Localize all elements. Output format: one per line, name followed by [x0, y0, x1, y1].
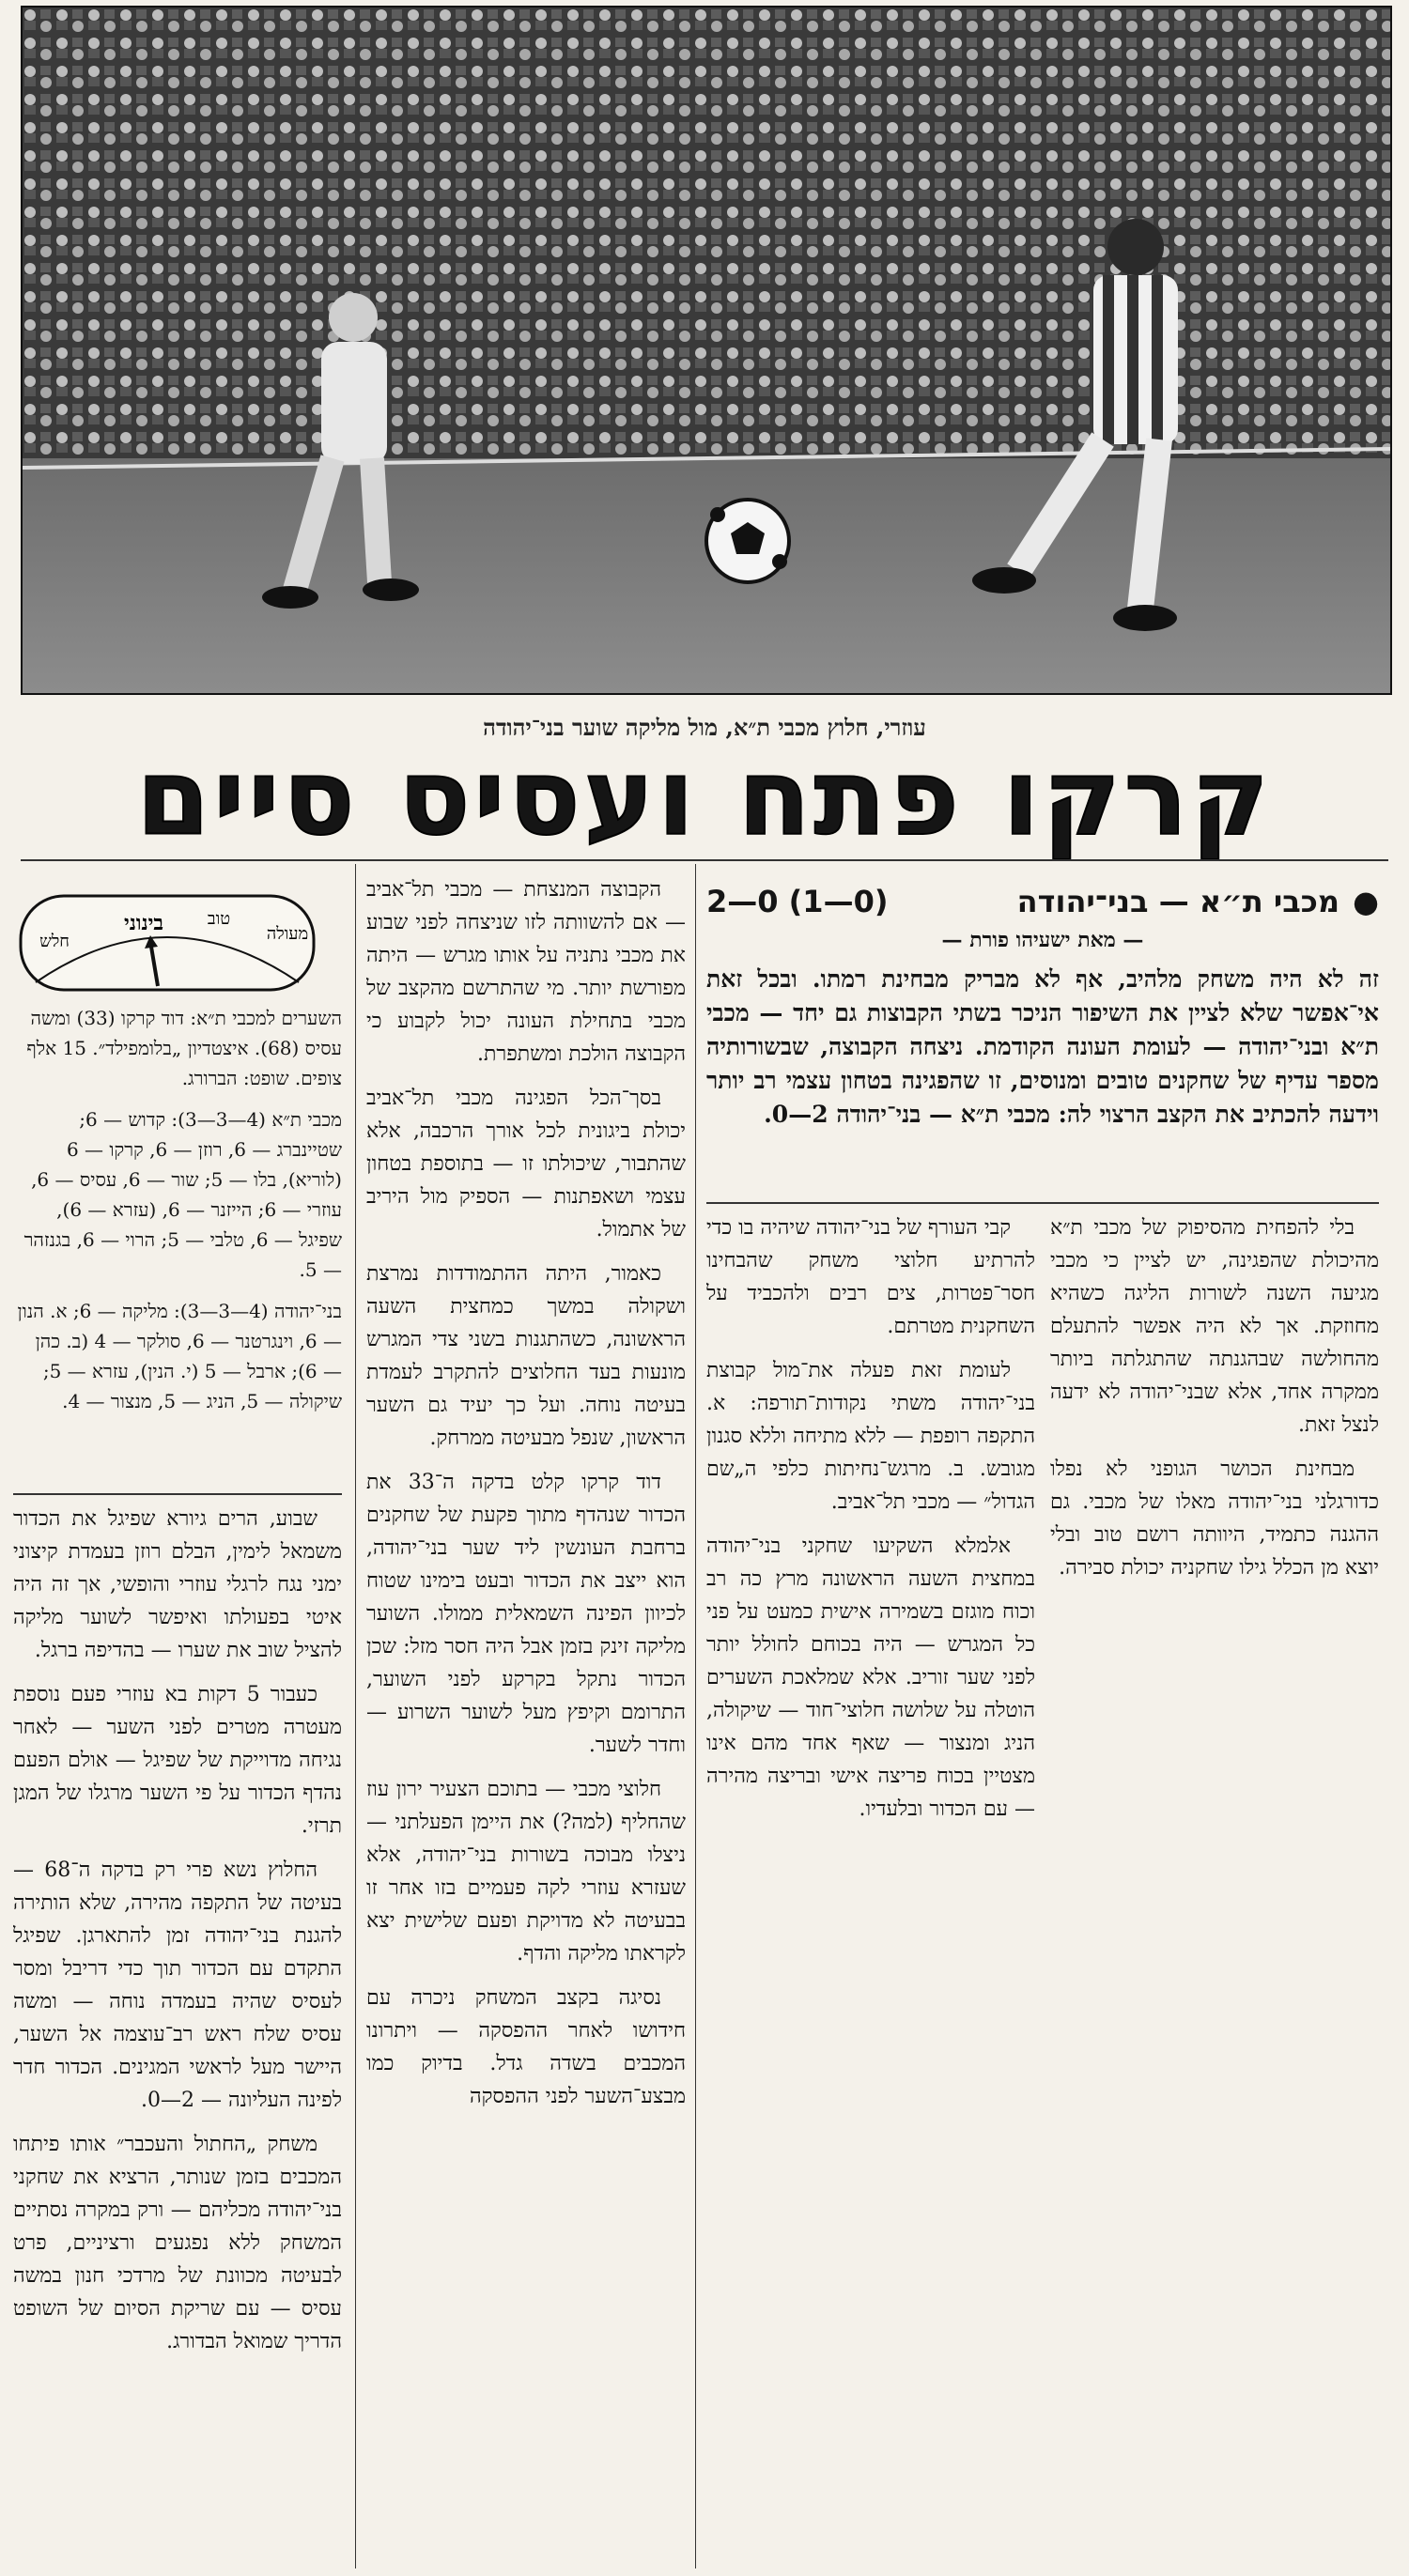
lead-paragraph	[706, 963, 1379, 1197]
rating-meter-gauge	[17, 892, 317, 995]
paragraph: כעבור 5 דקות בא עוזרי פעם נוספת מעטרה מטרים לפני השער — לאחר נגיחה מדוייקת של שפיגל — אולם הפעם נהדף הכדור על פי השער מרגלו של המגן תרזי.	[13, 1683, 342, 1838]
divider-top	[21, 859, 1388, 861]
column-right-lower	[1050, 1211, 1379, 2564]
column-middle-lower	[706, 1211, 1035, 2564]
football-icon	[706, 500, 789, 582]
photo-caption: עוזרי, חלוץ מכבי ת״א, מול מליקה שוער בני־יהודה	[483, 714, 926, 741]
meter-label-average: בינוני	[123, 911, 164, 935]
paragraph: שבוע, הרים גיורא שפיגל את הכדור משמאל לימין, הבלם רוזן בעמדת קיצוני ימני נגח לרגלי עוזרי והופשי, אך זה היה איטי בפעולתו ואיפשר לשוער מליקה להציל שוב את שערו — בהדיפה ברגל.	[13, 1507, 342, 1662]
column-left	[366, 873, 686, 2564]
divider-lead	[706, 1202, 1379, 1204]
paragraph: כאמור, היתה ההתמודדות נמרצת ושקולה במשך כמחצית השעה הראשונה, כשהתגנות בשני צדי המגרש מונעות בעד החלוצים להתקרב לעמדת בעיטה נוחה. ועל כך יעיד גם השער הראשון, שנפל מבעיטה ממרחק.	[366, 1262, 686, 1450]
column-divider-1	[695, 864, 696, 2568]
paragraph: קבי העורף של בני־יהודה שיהיה בו כדי להרתיע חלוצי משחק שהבחינו חסר־פטרות, צים רבים ולהכביד על השחקנית מטרתם.	[706, 1216, 1035, 1338]
details-divider	[13, 1493, 342, 1495]
match-teams: מכבי ת״א — בני־יהודה	[1016, 884, 1340, 919]
paragraph: החלוץ נשא פרי רק בדקה ה־68 — בעיטה של התקפה מהירה, שלא הותירה להגנת בני־יהודה זמן להתארגן. שפיגל התקדם עם הכדור תוך כדי דריבל ומסר לעסיס שהיה בעמדה נוחה — ומשה עסיס שלח ראש רב־עוצמה אל השער, היישר מעל לראשי המגינים. הכדור חדר לפינה העליונה — 2—0.	[13, 1859, 342, 2112]
match-photo	[21, 6, 1392, 695]
lead-text: זה לא היה משחק מלהיב, אף לא מבריק מבחינת רמתו. ובכל זאת אי־אפשר שלא לציין את השיפור הניכר בשתי הקבוצות גם יחד — מכבי ת״א ובני־יהודה — לעומת העונה הקודמת. ניצחה הקבוצה, שבשורותיה מספר עדיף של שחקנים טובים ומנוסים, זו שהפגינה בטחון עצמי רב יותר וידעה להכתיב את הקצב הרצוי לה: מכבי ת״א — בני־יהודה 2—0.	[706, 965, 1379, 1128]
paragraph: דוד קרקו קלט בדקה ה־33 את הכדור שנהדף מתוך פקעת של שחקנים ברחבת העונשין ליד שער בני־יהודה, הוא ייצב את הכדור ובעט בימינו שטוח לכיוון הפינה השמאלית ממולו. השוער מליקה זינק בזמן אבל היה חסר מזל: שכן הכדור נתקל בקרקע לפני השוער, התרומם וקיפץ מעל לשוער השרוע — וחדר לשער.	[366, 1471, 686, 1757]
details-maccabi-lineup: מכבי ת״א (4—3—3): קדוש — 6; שטיינברג — 6, רוזן — 6, קרקו — 6 (לוריא), בלו — 5; שור — 6, עסיס — 6, עוזרי — 6; הייזנר — 6, (עזרא — 6), שפיגל — 6, טלבי — 5; הרוי — 6, בגנזהר — 5.	[23, 1108, 342, 1281]
meter-label-weak: חלש	[39, 932, 70, 951]
paragraph: הקבוצה המנצחת — מכבי תל־אביב — אם להשוותה לזו שניצחה לפני שבוע את מכבי נתניה על אותו מגרש — היתה מפורשת יותר. מי שהתרשם מהקצב של מכבי בתחילת העונה יכול לקבוע כי הקבוצה הולכת ומשתפרת.	[366, 878, 686, 1066]
meter-label-good: טוב	[207, 909, 231, 929]
match-details	[13, 1003, 342, 1491]
paragraph: משחק „החתול והעכבר״ אותו פיתחו המכבים בזמן שנותר, הרציא את שחקני בני־יהודה מכליהם — ורק במקרה נסתיים המשחק ללא נפגעים ורציניים, פרט לבעיטה מכוונת של מרדכי חנון במשה עסיס — עם שריקת הסיום של השופט הדריך שמואל הבדורג.	[13, 2133, 342, 2353]
paragraph: בלי להפחית מהסיפוק של מכבי ת״א מהיכולת שהפגינה, יש לציין כי מכבי מגיעה השנה לשורות הליגה כשהיא מחוזקת. אך לא היה אפשר להתעלם מהחולשה שבהגנתה שהתגלתה ביותר ממקרה אחד, אלא שבני־יהודה לא ידעה לנצל זאת.	[1050, 1216, 1379, 1437]
paragraph: בסך־הכל הפגינה מכבי תל־אביב יכולת ביגונית לכל אורך הרכבה, אלא שהתבור, שיכולתו זו — בתוספת בטחון עצמי ושאפתנות — הספיק מול היריב של אתמול.	[366, 1087, 686, 1242]
column-far-left	[13, 1503, 342, 2564]
details-bnei-yehuda-lineup: בני־יהודה (4—3—3): מליקה — 6; א. הנון — 6, וינגרטנר — 6, סולקר — 4 (ב. כהן — 6); ארבל — 5 (י. הנין), עזרא — 5; שיקולה — 5, הניג — 5, מנצור — 4.	[17, 1300, 342, 1412]
match-score: 2—0 (1—0)	[706, 884, 889, 919]
paragraph: מבחינת הכושר הגופני לא נפלו כדורגלני בני־יהודה מאלו של מכבי. גם ההגנה כתמיד, היוותה רושם טוב ובלי יוצא מן הכלל גילו שחקניה יכולת סבירה.	[1050, 1458, 1379, 1580]
match-title	[706, 881, 1379, 922]
meter-label-excellent: מעולה	[266, 924, 309, 944]
headline: קרקו פתח ועסיס סיים	[136, 737, 1273, 859]
byline: — מאת ישעיהו פורת —	[941, 928, 1144, 952]
paragraph: נסיגה בקצב המשחק ניכרה עם חידושו לאחר ההפסקה — ויתרונו המכבים בשדה גדל. בדיוק כמו מבצע־השער לפני ההפסקה	[366, 1986, 686, 2108]
column-divider-2	[355, 864, 356, 2568]
photo-illustration	[23, 8, 1390, 693]
bullet-icon: ●	[1353, 884, 1379, 919]
paragraph: אלמלא השקיעו שחקני בני־יהודה במחצית השעה הראשונה מרץ כה רב וכוח מוגזם בשמירה אישית כמעט על פני כל המגרש — היה בכוחם לחולל יותר לפני שער זוריב. אלא שמלאכת השערים הוטלה על שלושה חלוצי־חוד — שיקולה, הניג ומנצור — שאף אחד מהם אינו מצטיין בכוח פריצה אישי ובריצה מהירה — עם הכדור ובלעדיו.	[706, 1535, 1035, 1821]
paragraph: לעומת זאת פעלה את־מול קבוצת בני־יהודה משתי נקודות־תורפה: א. התקפה רופפת — ללא מתיחה וללא סגנון מגובש. ב. מרגש־נחיתות כלפי ה„שם הגדול״ — מכבי תל־אביב.	[706, 1359, 1035, 1514]
rating-meter	[17, 892, 317, 995]
paragraph: חלוצי מכבי — בתוכם הצעיר ירון עוז שהחליף (למה?) את היימן הפעלתני — ניצלו מבוכה בשורות בני־יהודה, אלא שעזרא עוזרי לקה פעמיים בזו אחר זו בבעיטה לא מדויקת ופעם שלישית יצא לקראתו מליקה והדף.	[366, 1778, 686, 1966]
details-goals: השערים למכבי ת״א: דוד קרקו (33) ומשה עסיס (68). איצטדיון „בלומפילד״. 15 אלף צופים. שופט: הברורג.	[26, 1007, 342, 1089]
